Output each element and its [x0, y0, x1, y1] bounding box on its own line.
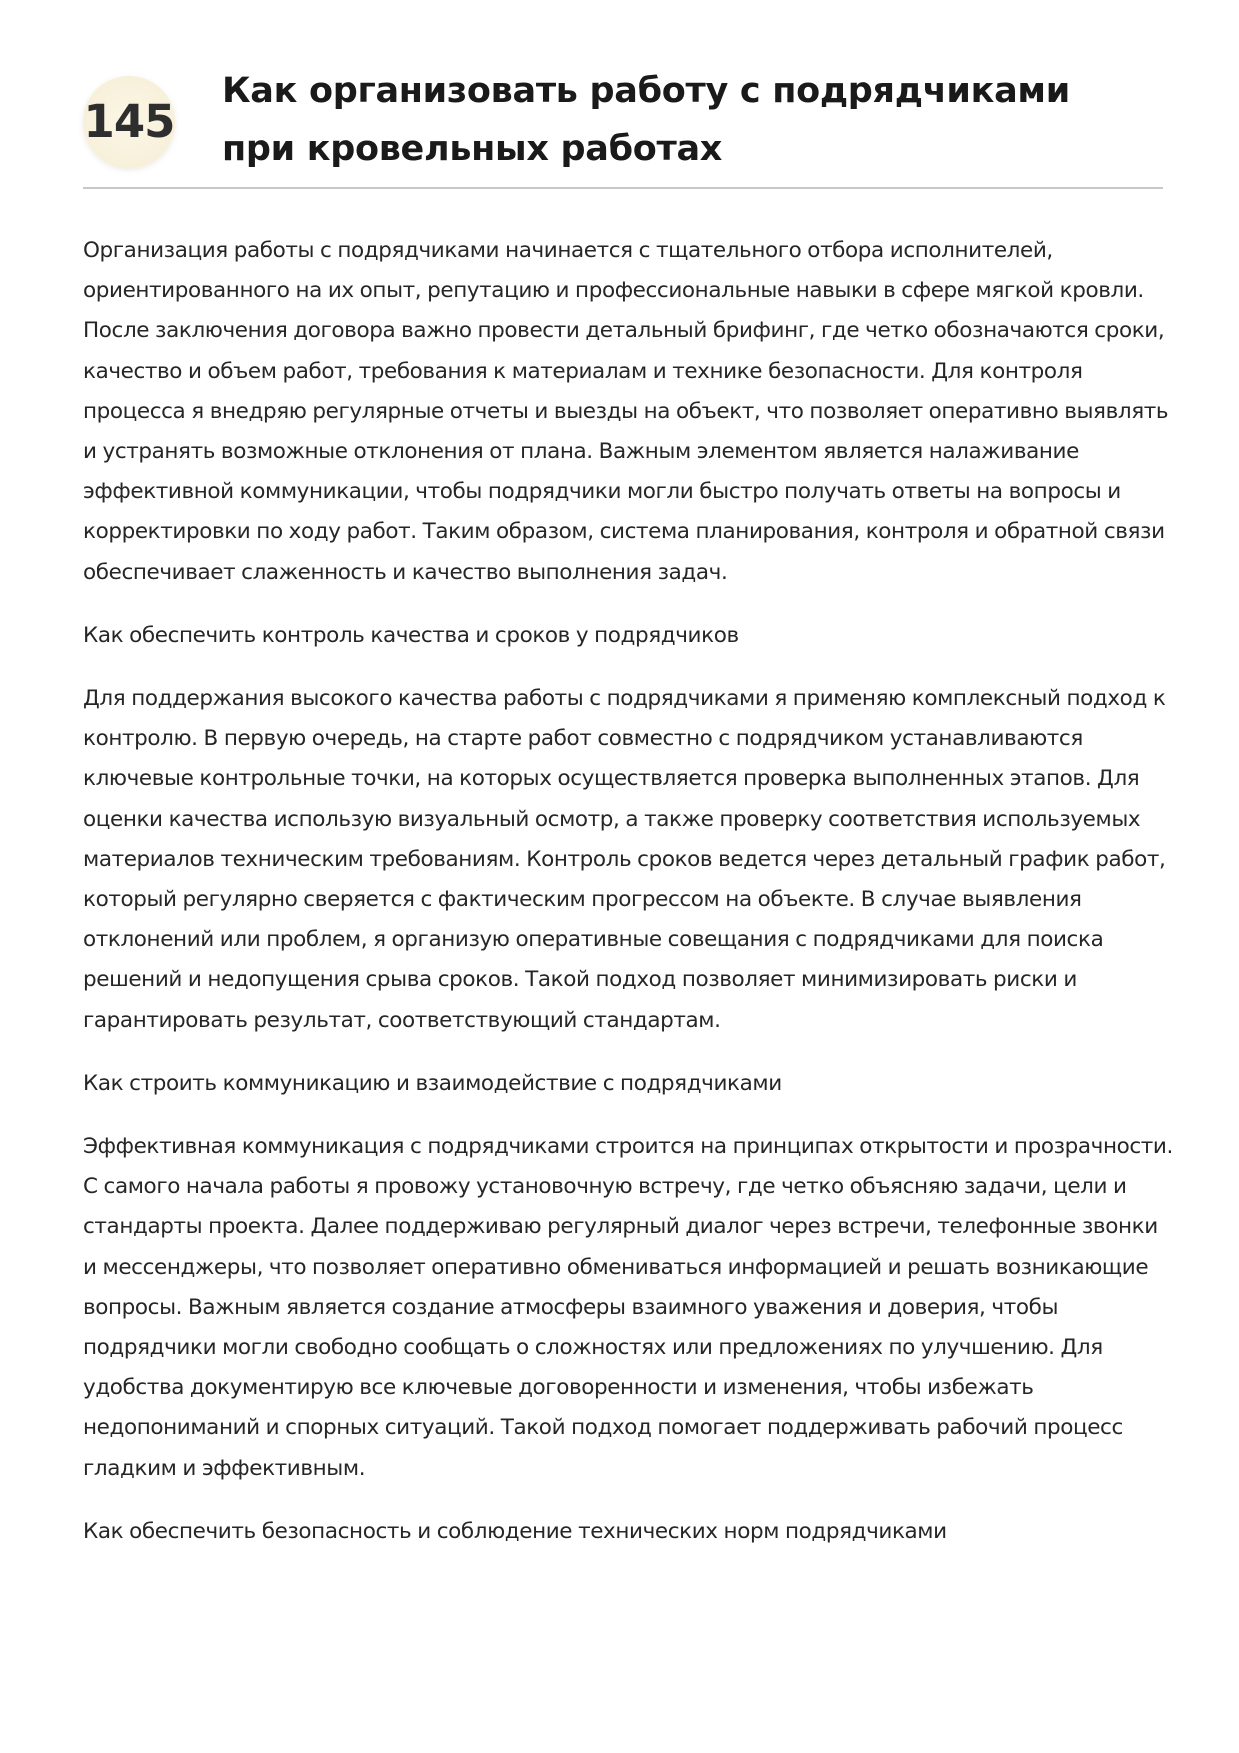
section-heading-safety: Как обеспечить безопасность и соблюдение технических норм подрядчиками — [83, 1518, 947, 1544]
section-heading-communication: Как строить коммуникацию и взаимодействие с подрядчиками — [83, 1070, 782, 1096]
communication-paragraph: Эффективная коммуникация с подрядчиками строится на принципах открытости и прозрачности. С самого начала работы я провожу установочную встречу, где четко объясняю задачи, цели и стандарты проекта. Далее поддерживаю регулярный диалог через встречи, телефонные звонки и мессенджеры, что позволяет оперативно обмениваться информацией и решать возникающие вопросы. Важным является создание атмосферы взаимного уважения и доверия, чтобы подрядчики могли свободно сообщать о сложностях или предложениях по улучшению. Для удобства документирую все ключевые договоренности и изменения, чтобы избежать недопониманий и спорных ситуаций. Такой подход помогает поддерживать рабочий процесс гладким и эффективным. — [83, 1134, 1173, 1481]
header-divider — [83, 187, 1163, 189]
question-number-badge — [83, 76, 175, 168]
section-heading-quality-control: Как обеспечить контроль качества и сроков у подрядчиков — [83, 622, 739, 648]
quality-control-paragraph: Для поддержания высокого качества работы с подрядчиками я применяю комплексный подход к контролю. В первую очередь, на старте работ совместно с подрядчиком устанавливаются ключевые контрольные точки, на которых осуществляется проверка выполненных этапов. Для оценки качества использую визуальный осмотр, а также проверку соответствия используемых материалов техническим требованиям. Контроль сроков ведется через детальный график работ, который регулярно сверяется с фактическим прогрессом на объекте. В случае выявления отклонений или проблем, я организую оперативные совещания с подрядчиками для поиска решений и недопущения срыва сроков. Такой подход позволяет минимизировать риски и гарантировать результат, соответствующий стандартам. — [83, 686, 1166, 1033]
question-number: 145 — [83, 95, 175, 148]
article-body — [83, 231, 1173, 1575]
page-header — [83, 56, 1163, 188]
intro-paragraph: Организация работы с подрядчиками начинается с тщательного отбора исполнителей, ориентированного на их опыт, репутацию и профессиональные навыки в сфере мягкой кровли. После заключения договора важно провести детальный брифинг, где четко обозначаются сроки, качество и объем работ, требования к материалам и технике безопасности. Для контроля процесса я внедряю регулярные отчеты и выезды на объект, что позволяет оперативно выявлять и устранять возможные отклонения от плана. Важным элементом является налаживание эффективной коммуникации, чтобы подрядчики могли быстро получать ответы на вопросы и корректировки по ходу работ. Таким образом, система планирования, контроля и обратной связи обеспечивает слаженность и качество выполнения задач. — [83, 238, 1169, 585]
page-title: Как организовать работу с подрядчиками при кровельных работах — [222, 71, 1070, 169]
